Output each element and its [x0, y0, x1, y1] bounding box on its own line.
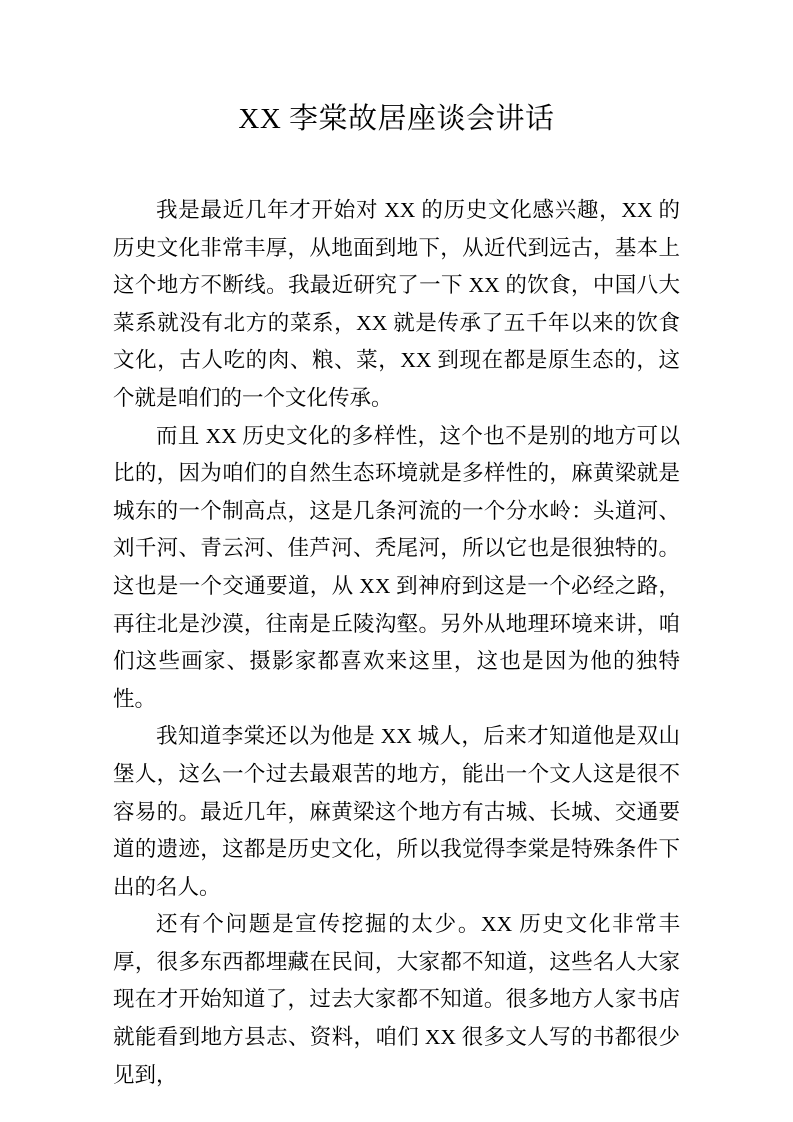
paragraph-1: 我是最近几年才开始对 XX 的历史文化感兴趣，XX 的历史文化非常丰厚，从地面到地下，从近代到远古，基本上这个地方不断线。我最近研究了一下 XX 的饮食，中国八大菜系就没有北方的菜系，XX 就是传承了五千年以来的饮食文化，古人吃的肉、粮、菜，XX 到现在都是原生态的，这个就是咱们的一个文化传承。 [113, 198, 680, 410]
paragraph-2: 而且 XX 历史文化的多样性，这个也不是别的地方可以比的，因为咱们的自然生态环境就是多样性的，麻黄梁就是城东的一个制高点，这是几条河流的一个分水岭：头道河、刘千河、青云河、佳芦河、秃尾河，所以它也是很独特的。这也是一个交通要道，从 XX 到神府到这是一个必经之路，再往北是沙漠，往南是丘陵沟壑。另外从地理环境来讲，咱们这些画家、摄影家都喜欢来这里，这也是因为他的独特性。 [113, 423, 680, 711]
document-title: XX 李棠故居座谈会讲话 [238, 103, 555, 135]
paragraph-4: 还有个问题是宣传挖掘的太少。XX 历史文化非常丰厚，很多东西都埋藏在民间，大家都不知道，这些名人大家现在才开始知道了，过去大家都不知道。很多地方人家书店就能看到地方县志、资料，咱们 XX 很多文人写的书都很少见到， [113, 912, 680, 1087]
paragraph-3: 我知道李棠还以为他是 XX 城人，后来才知道他是双山堡人，这么一个过去最艰苦的地方，能出一个文人这是很不容易的。最近几年，麻黄梁这个地方有古城、长城、交通要道的遗迹，这都是历史文化，所以我觉得李棠是特殊条件下出的名人。 [113, 724, 680, 899]
